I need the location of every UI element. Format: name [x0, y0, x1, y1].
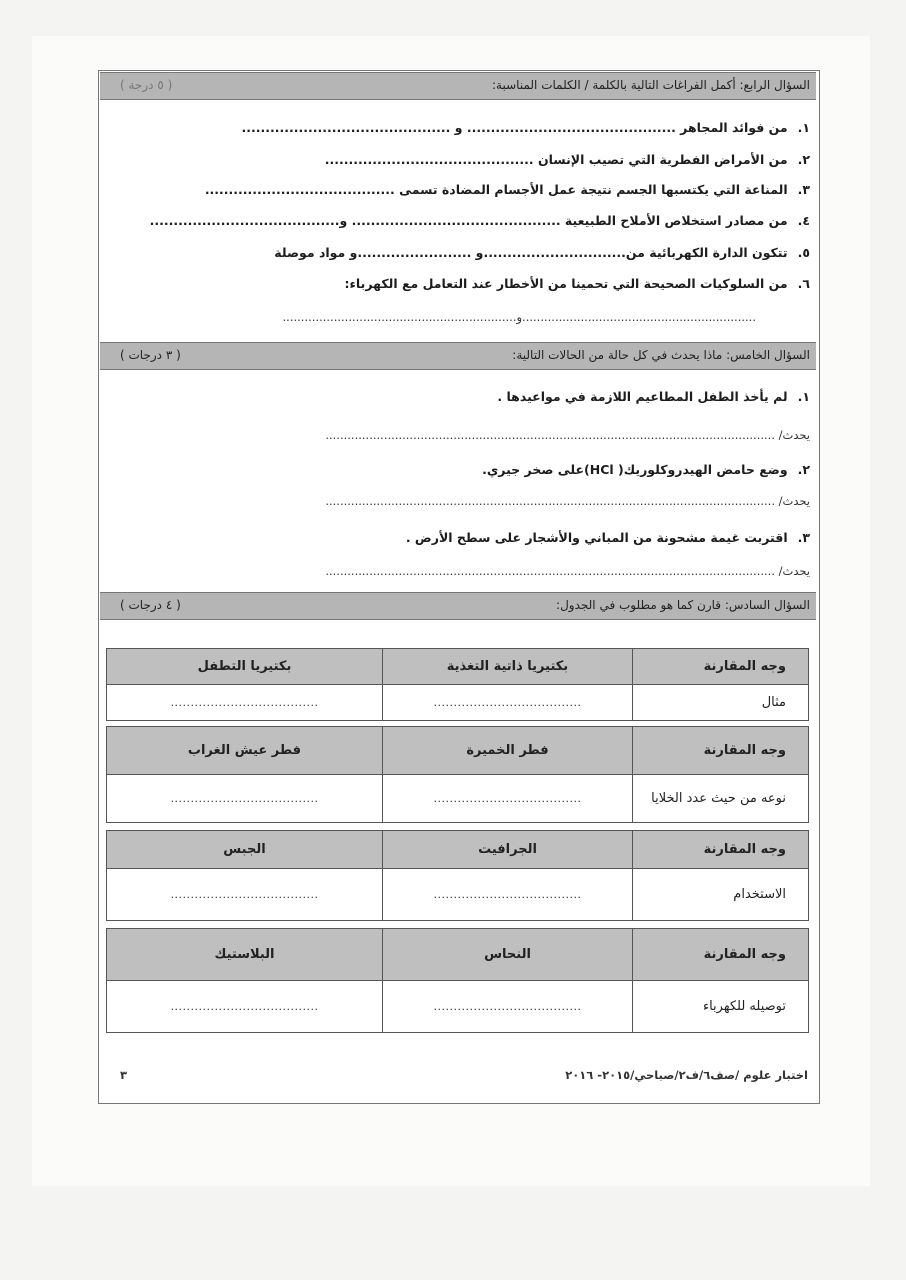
- table-header: فطر عيش الغراب: [107, 727, 383, 775]
- table-header-aspect: وجه المقارنة: [633, 649, 809, 685]
- answer-cell: .....................................: [107, 775, 383, 823]
- q4-item-4: ٤.من مصادر استخلاص الأملاح الطبيعية ............................................ و........................................: [149, 213, 810, 228]
- q5-item-1-answer: يحدث/ ...........................................................................................................................: [325, 428, 810, 442]
- answer-cell: .....................................: [107, 981, 383, 1033]
- q5-item-2: ٢.وضع حامض الهيدروكلوريك( HCl)على صخر جيري.: [482, 462, 810, 477]
- table-header: الجبس: [107, 831, 383, 869]
- answer-cell: .....................................: [383, 775, 633, 823]
- q4-marks: ( ٥ درجة ): [120, 78, 173, 92]
- compare-table-2: [106, 726, 809, 823]
- q5-item-1: ١.لم يأخذ الطفل المطاعيم اللازمة في مواعيدها .: [497, 389, 810, 404]
- q5-item-3: ٣.اقتربت غيمة مشحونة من المباني والأشجار على سطح الأرض .: [405, 530, 810, 545]
- q6-marks: ( ٤ درجات ): [120, 598, 181, 612]
- table-header: بكتيريا التطفل: [107, 649, 383, 685]
- page-number: ٣: [120, 1068, 128, 1082]
- table-aspect-cell: نوعه من حيث عدد الخلايا: [633, 775, 809, 823]
- q5-item-2-answer: يحدث/ ...........................................................................................................................: [325, 494, 810, 508]
- table-header-aspect: وجه المقارنة: [633, 727, 809, 775]
- q4-item-3: ٣.المناعة التي يكتسبها الجسم نتيجة عمل الأجسام المضادة تسمى ........................................: [204, 182, 810, 197]
- table-header: البلاستيك: [107, 929, 383, 981]
- q4-item-1: ١.من فوائد المجاهر ............................................ و ............................................: [241, 120, 810, 135]
- q4-title: السؤال الرابع: أكمل الفراغات التالية بالكلمة / الكلمات المناسبة:: [492, 78, 810, 92]
- answer-cell: .....................................: [383, 685, 633, 721]
- q5-marks: ( ٣ درجات ): [120, 348, 181, 362]
- answer-cell: .....................................: [107, 685, 383, 721]
- answer-cell: .....................................: [107, 869, 383, 921]
- q4-item-6: ٦.من السلوكيات الصحيحة التي تحمينا من الأخطار عند التعامل مع الكهرباء:: [344, 276, 810, 291]
- compare-table-3: [106, 830, 809, 921]
- compare-table-4: [106, 928, 809, 1033]
- table-aspect-cell: مثال: [633, 685, 809, 721]
- table-header: الجرافيت: [383, 831, 633, 869]
- table-header-aspect: وجه المقارنة: [633, 831, 809, 869]
- answer-cell: .....................................: [383, 981, 633, 1033]
- q6-banner: [100, 592, 816, 620]
- q4-banner: [100, 72, 816, 100]
- table-aspect-cell: توصيله للكهرباء: [633, 981, 809, 1033]
- q4-item-2: ٢.من الأمراض الفطرية التي تصيب الإنسان ............................................: [324, 152, 810, 167]
- q5-item-3-answer: يحدث/ ...........................................................................................................................: [325, 564, 810, 578]
- compare-table-1: [106, 648, 809, 721]
- table-header: بكتيريا ذاتية التغذية: [383, 649, 633, 685]
- table-aspect-cell: الاستخدام: [633, 869, 809, 921]
- q5-title: السؤال الخامس: ماذا يحدث في كل حالة من الحالات التالية:: [512, 348, 810, 362]
- q6-title: السؤال السادس: قارن كما هو مطلوب في الجدول:: [556, 598, 810, 612]
- table-header: فطر الخميرة: [383, 727, 633, 775]
- answer-cell: .....................................: [383, 869, 633, 921]
- q4-item-5: ٥.تتكون الدارة الكهربائية من..............................و ........................و مواد موصلة: [274, 245, 810, 260]
- q5-banner: [100, 342, 816, 370]
- table-header: النحاس: [383, 929, 633, 981]
- q4-item-6-answer: ................................................................و................................................................: [282, 310, 756, 324]
- footer-text: اختبار علوم /صف٦/ف٢/صباحي/٢٠١٥- ٢٠١٦: [565, 1068, 808, 1082]
- table-header-aspect: وجه المقارنة: [633, 929, 809, 981]
